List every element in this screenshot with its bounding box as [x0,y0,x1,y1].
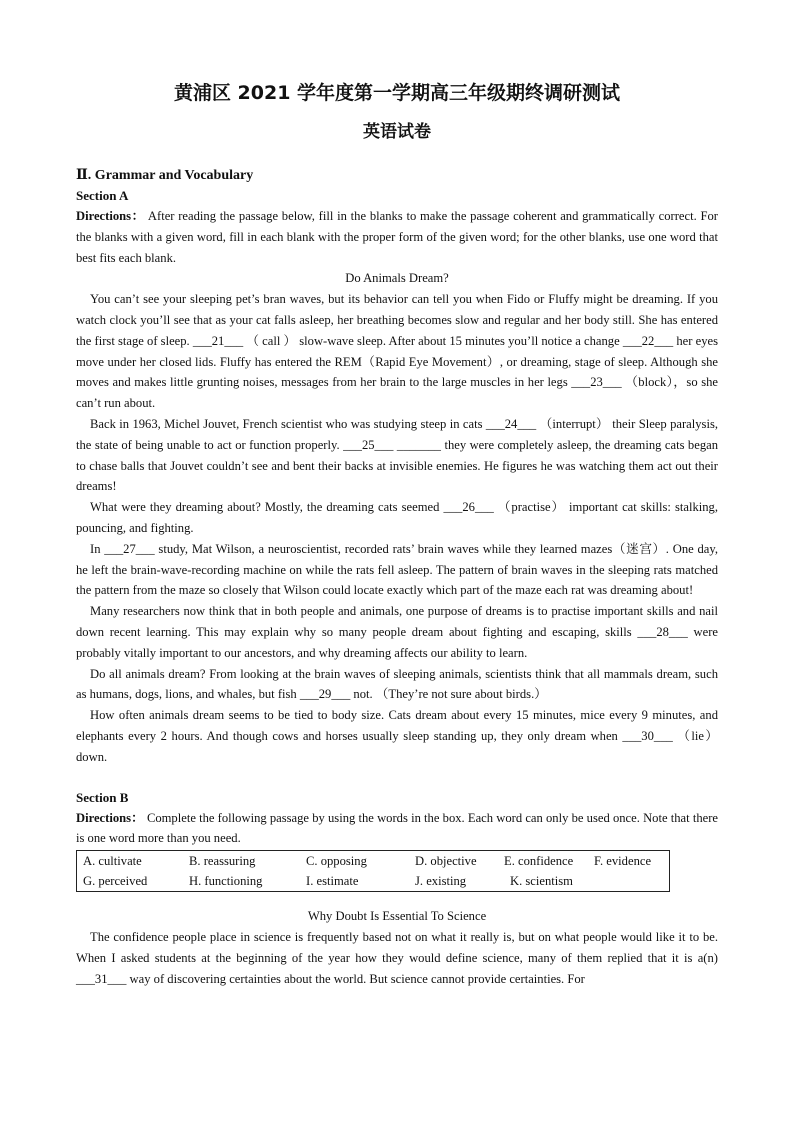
passage-b-paragraph: The confidence people place in science is frequently based not on what it really is, but on what people would like it to be. When I asked students at the beginning of the year how they would define science, many of them replied that it is a(n) ___31___ way of discovering certainties about the world. But science cannot provide certainties. For [76,929,718,986]
directions-label: Directions： [76,209,145,223]
word-option: H. functioning [189,874,263,889]
word-option: K. scientism [510,874,573,889]
word-option: I. estimate [306,874,359,889]
word-option: B. reassuring [189,854,256,869]
word-option: C. opposing [306,854,367,869]
passage-b-title: Why Doubt Is Essential To Science [307,909,487,924]
word-box [76,850,670,892]
word-option: D. objective [415,854,477,869]
passage-a-paragraph: Do all animals dream? From looking at the brain waves of sleeping animals, scientists think that all mammals dream, such as humans, dogs, lions, and whales, but fish ___29___ not. （They’re not sure about birds.） [76,666,718,702]
part-heading: Ⅱ. Grammar and Vocabulary [76,168,254,183]
word-option: F. evidence [594,854,652,869]
passage-a-paragraph: How often animals dream seems to be tied to body size. Cats dream about every 15 minutes, mice every 9 minutes, and elephants every 2 hours. And though cows and horses usually sleep standing up, they only dream when ___30___ （lie）down. [76,708,718,764]
word-option: A. cultivate [83,854,142,869]
passage-a-paragraph: Back in 1963, Michel Jouvet, French scientist who was studying steep in cats ___24___ （interrupt） their Sleep paralysis, the state of being unable to act or function properly. ___25___ _______ they were completely asleep, the dreaming cats began to chase balls that Jouvet couldn’t see and bent their backs at invisible enemies. He figures he was watching them act out their dreams! [76,416,718,494]
passage-a-paragraph: In ___27___ study, Mat Wilson, a neuroscientist, recorded rats’ brain waves while they learned mazes（迷宫）. One day, he left the brain-wave-recording machine on while the rats fell asleep. The pattern of brain waves in the sleeping rats matched the pattern from the maze so closely that Wilson could locate exactly which part of the maze each rat was dreaming about! [76,541,718,598]
word-option: E. confidence [504,854,574,869]
exam-subtitle: 英语试卷 [363,122,431,142]
exam-page [76,80,718,989]
word-row [83,871,669,891]
word-row [83,851,669,871]
section-a-heading: Section A [76,188,129,203]
passage-a-paragraph: What were they dreaming about? Mostly, the dreaming cats seemed ___26___ （practise） important cat skills: stalking, pouncing, and fighting. [76,500,718,535]
directions-text: Complete the following passage by using the words in the box. Each word can only be used once. Note that there is one word more than you need. [76,810,719,846]
section-b-directions [76,808,718,850]
word-option: G. perceived [83,874,148,889]
word-option: J. existing [415,874,467,889]
passage-a-paragraph: Many researchers now think that in both people and animals, one purpose of dreams is to practise important skills and nail down recent learning. This may explain why so many people dream about fighting and escaping, skills ___28___ were probably vitally important to our ancestors, and why dreaming affects our ability to learn. [76,604,718,660]
passage-a-title: Do Animals Dream? [345,271,449,286]
directions-text: After reading the passage below, fill in the blanks to make the passage coherent and grammatically correct. For the blanks with a given word, fill in each blank with the proper form of the given word; for the other blanks, use one word that best fits each blank. [76,209,718,265]
section-a-directions [76,206,718,268]
directions-label: Directions： [76,810,144,825]
section-b-heading: Section B [76,789,129,805]
exam-title: 黄浦区 2021 学年度第一学期高三年级期终调研测试 [173,82,621,104]
passage-a-paragraph: You can’t see your sleeping pet’s bran waves, but its behavior can tell you when Fido or Fluffy might be dreaming. If you watch clock you’ll see that as your cat falls asleep, her breathing becomes slow and regular and her body still. She has entered the first stage of sleep. ___21___ （ call ） slow-wave sleep. After about 15 minutes you’ll notice a change ___22___ her eyes move under her closed lids. Fluffy has entered the REM（Rapid Eye Movement）, or dreaming, stage of sleep. Although she moves and makes little grunting noises, messages from her brain to the large muscles in her legs ___23___ （block），so she can’t run about. [76,292,718,411]
